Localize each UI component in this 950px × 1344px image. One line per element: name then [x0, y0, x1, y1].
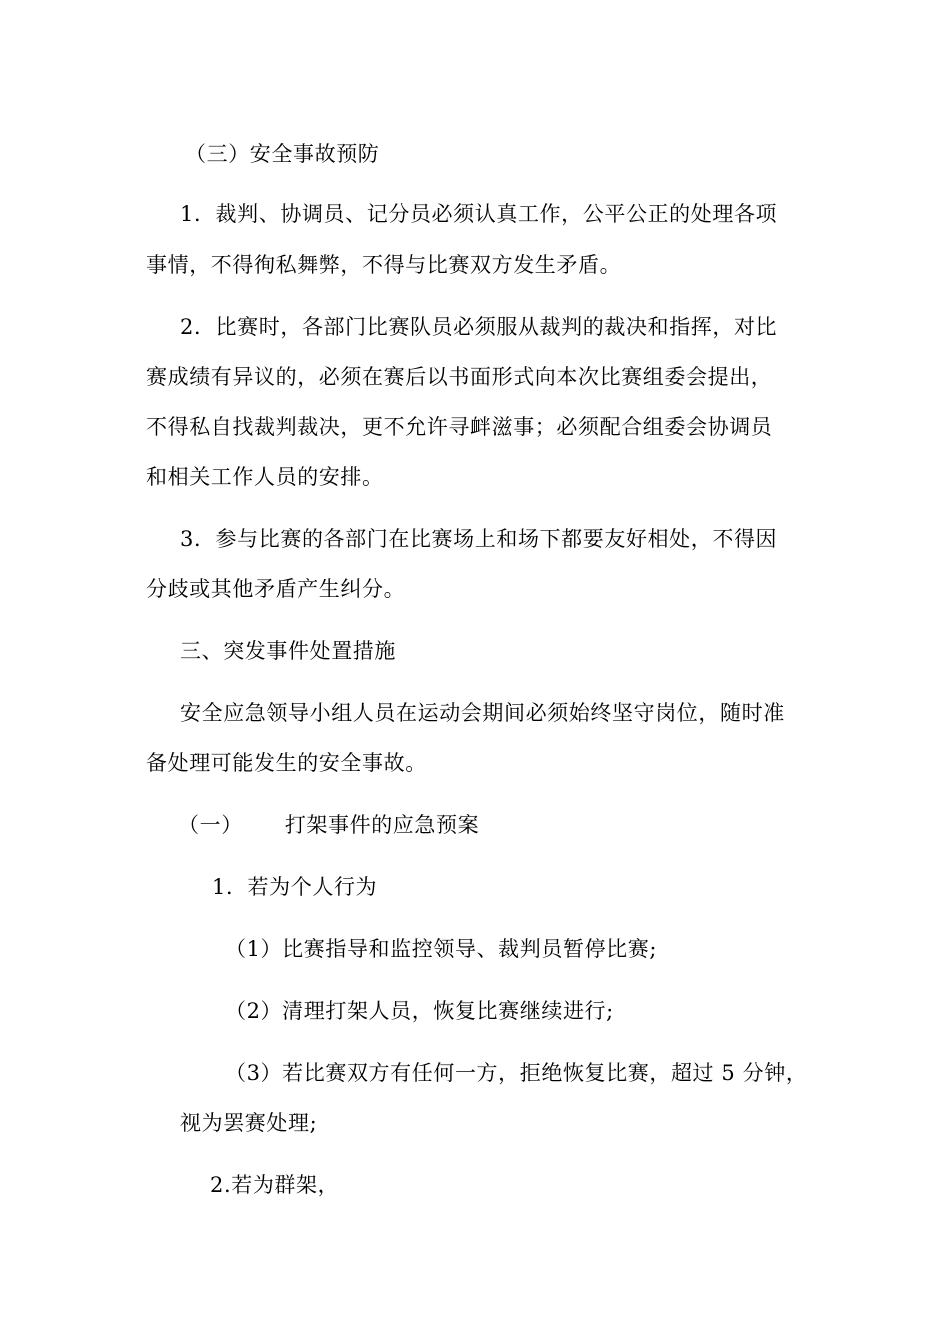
paragraph-line: 和相关工作人员的安排。	[146, 465, 384, 489]
list-item: 2.若为群架，	[210, 1173, 340, 1197]
paragraph-line: 备处理可能发生的安全事故。	[146, 751, 427, 775]
paragraph-line: 3．参与比赛的各部门在比赛场上和场下都要友好相处，不得因	[180, 527, 778, 551]
paragraph-line: 安全应急领导小组人员在运动会期间必须始终坚守岗位，随时准	[180, 701, 785, 725]
subsection-title: 打架事件的应急预案	[284, 813, 480, 837]
list-item: 1．若为个人行为	[212, 875, 378, 899]
paragraph-line: 事情，不得徇私舞弊，不得与比赛双方发生矛盾。	[146, 253, 622, 277]
subsection-number: （一）	[178, 813, 243, 837]
section-heading-safety-prevention: （三）安全事故预防	[185, 142, 380, 166]
list-item-continuation: 视为罢赛处理;	[180, 1111, 318, 1135]
paragraph-line: 2．比赛时，各部门比赛队员必须服从裁判的裁决和指挥，对比	[180, 315, 778, 339]
paragraph-line: 分歧或其他矛盾产生纠分。	[146, 577, 406, 601]
list-item: （1）比赛指导和监控领导、裁判员暂停比赛;	[225, 937, 658, 961]
list-item: （2）清理打架人员，恢复比赛继续进行;	[225, 999, 614, 1023]
section-heading-emergency-measures: 三、突发事件处置措施	[180, 639, 396, 663]
paragraph-line: 1．裁判、协调员、记分员必须认真工作，公平公正的处理各项	[180, 202, 778, 226]
paragraph-line: 不得私自找裁判裁决，更不允许寻衅滋事；必须配合组委会协调员	[146, 415, 773, 439]
paragraph-line: 赛成绩有异议的，必须在赛后以书面形式向本次比赛组委会提出，	[146, 365, 773, 389]
list-item: （3）若比赛双方有任何一方，拒绝恢复比赛，超过 5 分钟，	[225, 1061, 808, 1085]
subsection-heading-fight-plan	[178, 810, 479, 840]
